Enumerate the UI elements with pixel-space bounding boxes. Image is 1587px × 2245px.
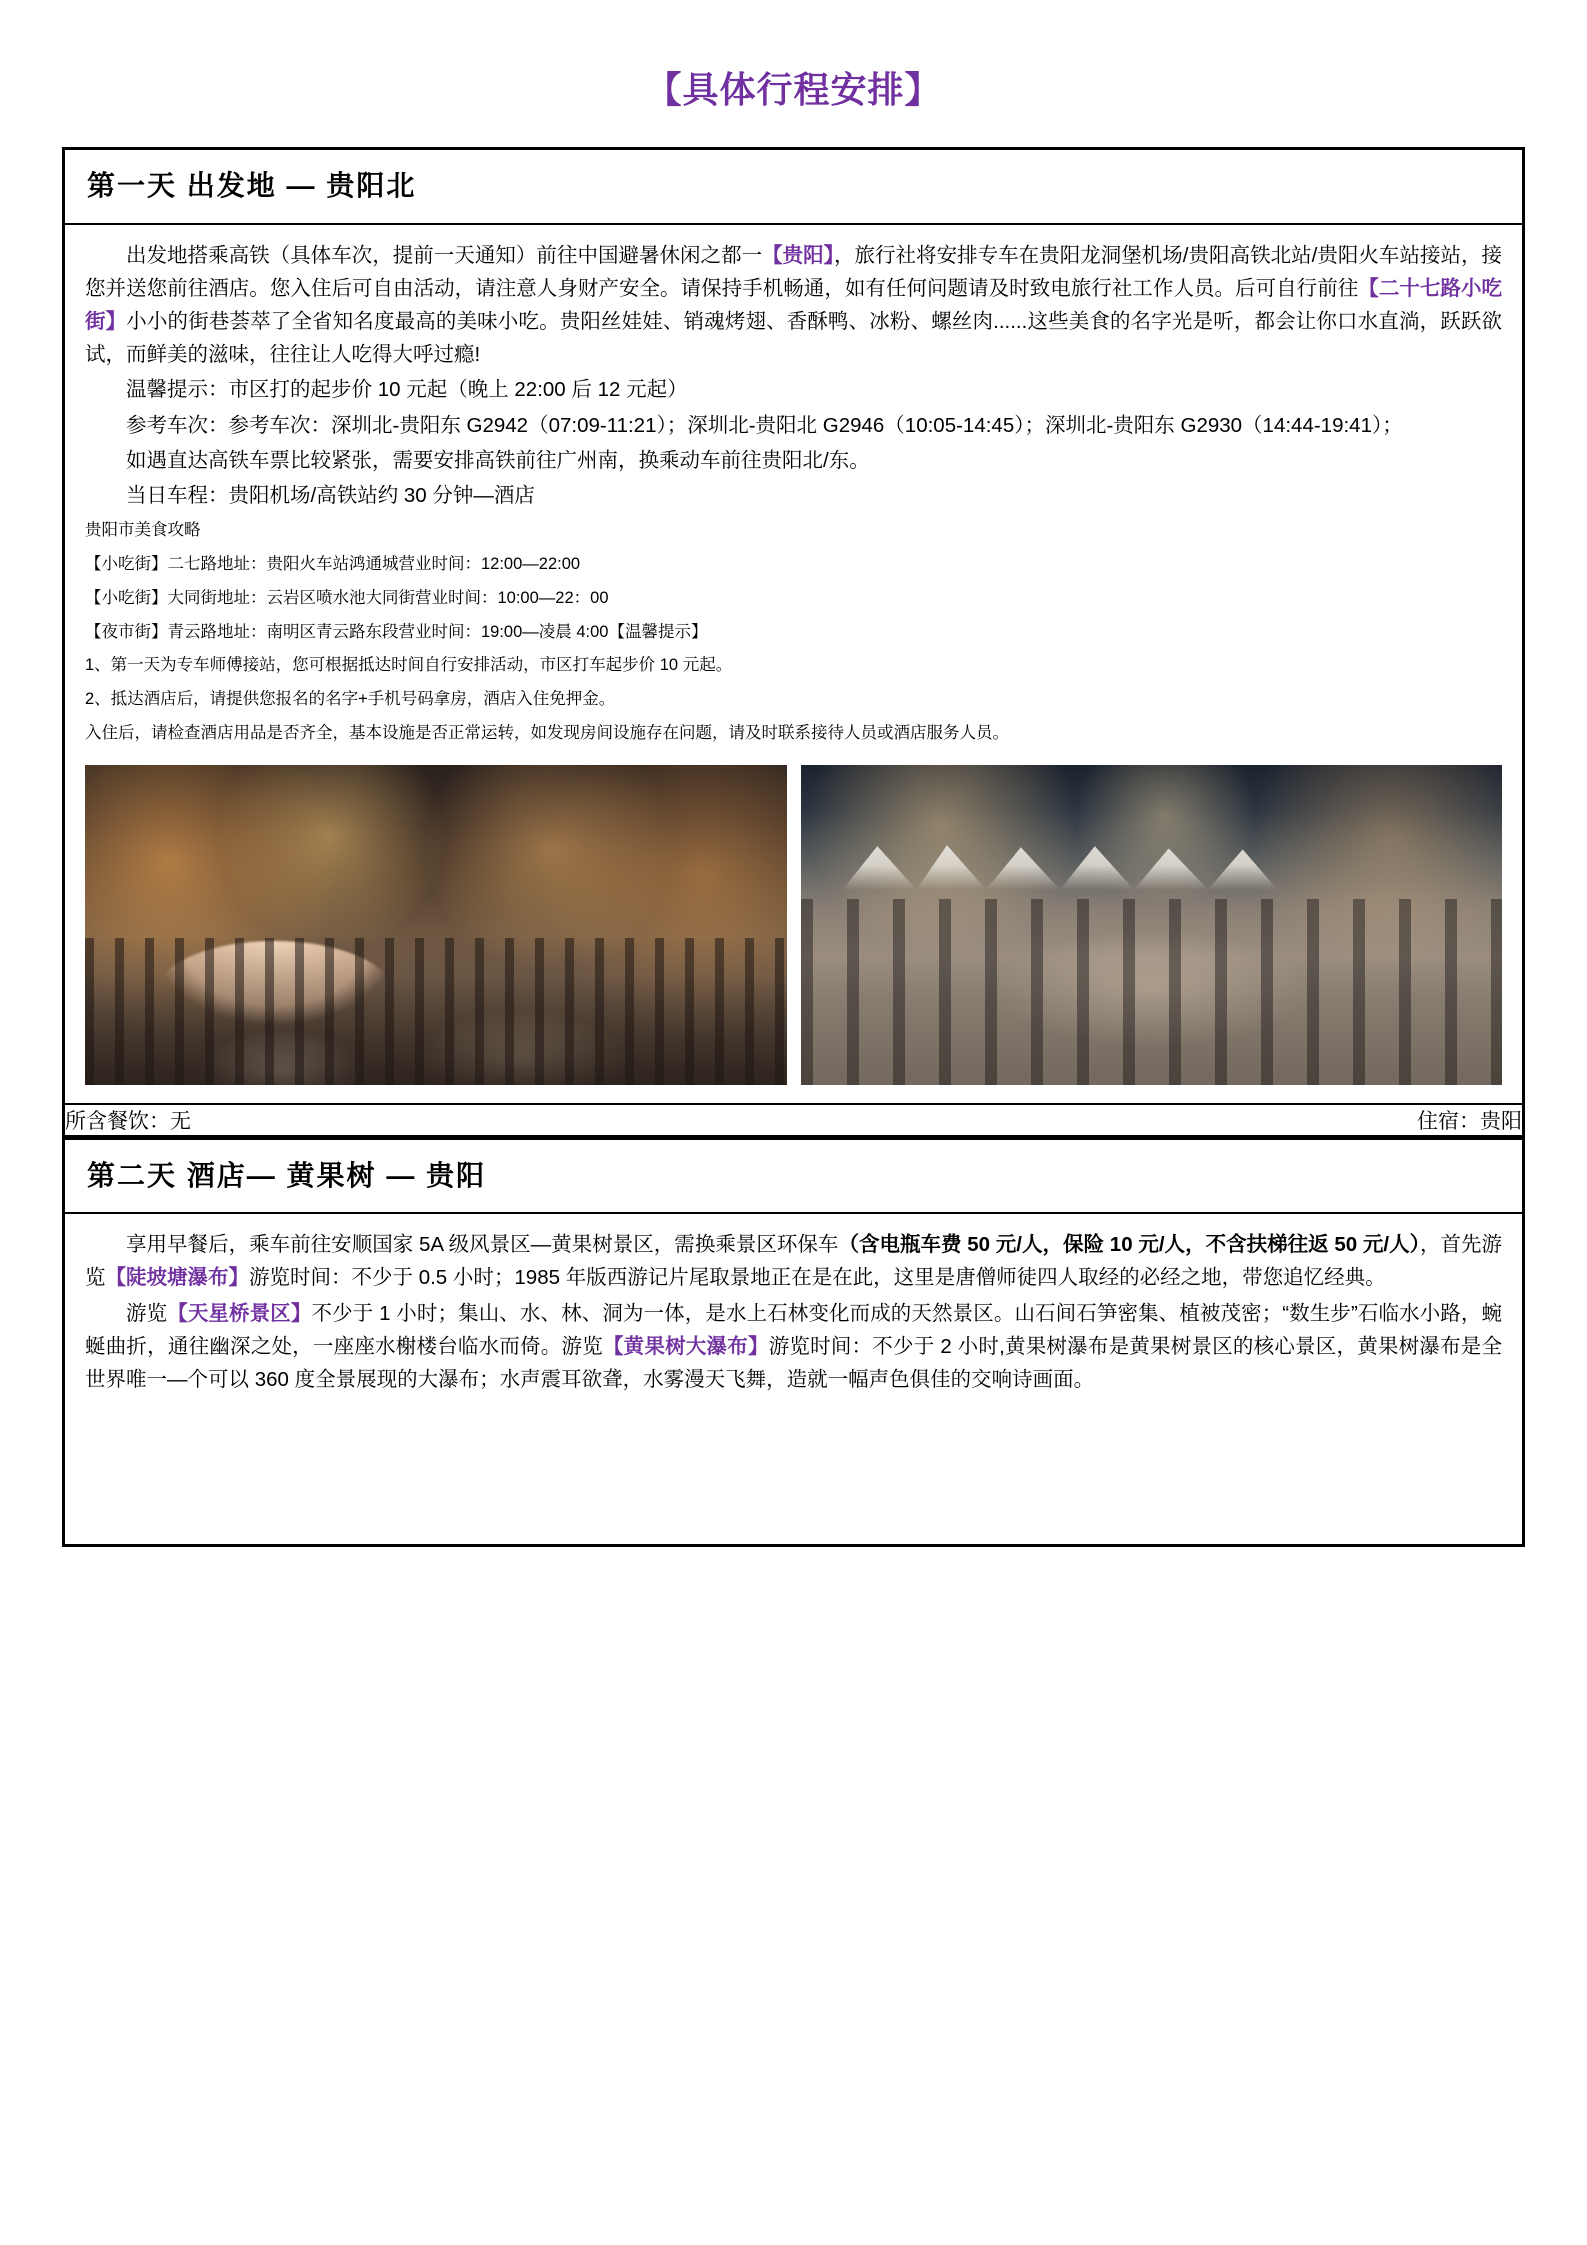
note-line-6: 入住后，请检查酒店用品是否齐全，基本设施是否正常运转，如发现房间设施存在问题，请及时联系接待人员或酒店服务人员。 xyxy=(85,724,1009,743)
paragraph-0 xyxy=(85,1228,1502,1294)
day-2-body-row xyxy=(64,1213,1524,1546)
day-1-photo-strip xyxy=(85,765,1502,1085)
paragraph-3 xyxy=(85,444,1502,477)
note-line-5: 2、抵达酒店后，请提供您报名的名字+手机号码拿房，酒店入住免押金。 xyxy=(85,690,616,709)
highlight-run: 【天星桥景区】 xyxy=(167,1301,312,1325)
day-1-title: 第一天 出发地 — 贵阳北 xyxy=(87,170,417,202)
text-run: 游览 xyxy=(126,1301,168,1325)
text-run: 温馨提示：市区打的起步价 10 元起（晚上 22:00 后 12 元起） xyxy=(126,378,688,402)
text-run: 当日车程：贵阳机场/高铁站约 30 分钟—酒店 xyxy=(126,484,535,507)
text-run: ，旅行社将安排专车在贵阳龙洞堡机场/贵阳高铁北站/贵阳火车站接站，接您并送您前往酒店。您入住后可自由活动，请注意人身财产安全。请保持手机畅通，如有任何问题请及时致电旅行社工作人员。后可自行前往 xyxy=(85,243,1503,300)
night-market-photo-right xyxy=(801,765,1503,1085)
paragraph-1 xyxy=(85,373,1502,406)
highlight-run: 【二十七路小吃街】 xyxy=(85,276,1503,333)
note-line-3: 【夜市街】青云路地址：南明区青云路东段营业时间：19:00—凌晨 4:00【温馨提示】 xyxy=(85,622,708,641)
text-run: 如遇直达高铁车票比较紧张，需要安排高铁前往广州南，换乘动车前往贵阳北/东。 xyxy=(126,448,870,472)
day-1-small-notes xyxy=(85,514,1502,751)
page-title: 【具体行程安排】 xyxy=(645,69,942,110)
note-line-4: 1、第一天为专车师傅接站，您可根据抵达时间自行安排活动，市区打车起步价 10 元起。 xyxy=(85,656,733,675)
paragraph-1 xyxy=(85,1297,1502,1397)
day-2-table xyxy=(62,1138,1525,1547)
day-1-paragraphs xyxy=(85,239,1502,513)
day-2-paragraphs xyxy=(85,1228,1502,1396)
day-2-header-row xyxy=(64,1139,1524,1213)
note-line-0: 贵阳市美食攻略 xyxy=(85,521,201,540)
paragraph-2 xyxy=(85,409,1502,442)
highlight-run: 【黄果树大瀑布】 xyxy=(602,1334,769,1358)
highlight-run: 【贵阳】 xyxy=(762,243,834,267)
paragraph-4 xyxy=(85,479,1502,512)
day-1-stay-label: 住宿：贵阳 xyxy=(1417,1109,1522,1133)
note-line-1: 【小吃街】二七路地址：贵阳火车站鸿通城营业时间：12:00—22:00 xyxy=(85,555,581,574)
text-run: 游览时间：不少于 0.5 小时；1985 年版西游记片尾取景地正在是在此，这里是唐僧师徒四人取经的必经之地，带您追忆经典。 xyxy=(249,1266,1386,1290)
day-2-title: 第二天 酒店— 黄果树 — 贵阳 xyxy=(87,1159,487,1191)
day-2-body xyxy=(65,1214,1522,1416)
day-1-table xyxy=(62,147,1525,1138)
text-run: ，首先游览 xyxy=(85,1233,1502,1290)
text-run: 享用早餐后，乘车前往安顺国家 5A 级风景区—黄果树景区，需换乘景区环保车 xyxy=(126,1233,839,1257)
text-run: 不少于 1 小时；集山、水、林、洞为一体，是水上石林变化而成的天然景区。山石间石笋密集、植被茂密；“数生步”石临水小路，蜿蜒曲折，通往幽深之处，一座座水榭楼台临水而倚。游览 xyxy=(85,1301,1503,1358)
day-1-meals-label: 所含餐饮：无 xyxy=(65,1109,191,1133)
day-1-header-row xyxy=(64,149,1524,224)
day-1-body-row xyxy=(64,224,1524,1104)
text-run: 参考车次：参考车次：深圳北-贵阳东 G2942（07:09-11:21）；深圳北-贵阳北 G2946（10:05-14:45）；深圳北-贵阳东 G2930（14:44-19:41）； xyxy=(126,413,1403,437)
note-line-2: 【小吃街】大同街地址：云岩区喷水池大同街营业时间：10:00—22：00 xyxy=(85,588,609,607)
bold-run: （含电瓶车费 50 元/人，保险 10 元/人，不含扶梯往返 50 元/人） xyxy=(838,1233,1420,1257)
day-1-body xyxy=(65,225,1522,1103)
highlight-run: 【陡坡塘瀑布】 xyxy=(105,1266,249,1290)
text-run: 游览时间：不少于 2 小时,黄果树瀑布是黄果树景区的核心景区，黄果树瀑布是全世界唯一—个可以 360 度全景展现的大瀑布；水声震耳欲聋，水雾漫天飞舞，造就一幅声色俱佳的交响诗画面。 xyxy=(85,1334,1502,1392)
day-1-meal-row xyxy=(64,1104,1524,1137)
night-market-photo-left xyxy=(85,765,787,1085)
text-run: 小小的街巷荟萃了全省知名度最高的美味小吃。贵阳丝娃娃、销魂烤翅、香酥鸭、冰粉、螺丝肉......这些美食的名字光是听，都会让你口水直淌，跃跃欲试，而鲜美的滋味，往往让人吃得大呼过瘾! xyxy=(85,309,1503,367)
paragraph-0 xyxy=(85,239,1502,372)
text-run: 出发地搭乘高铁（具体车次，提前一天通知）前往中国避暑休闲之都一 xyxy=(126,243,763,267)
